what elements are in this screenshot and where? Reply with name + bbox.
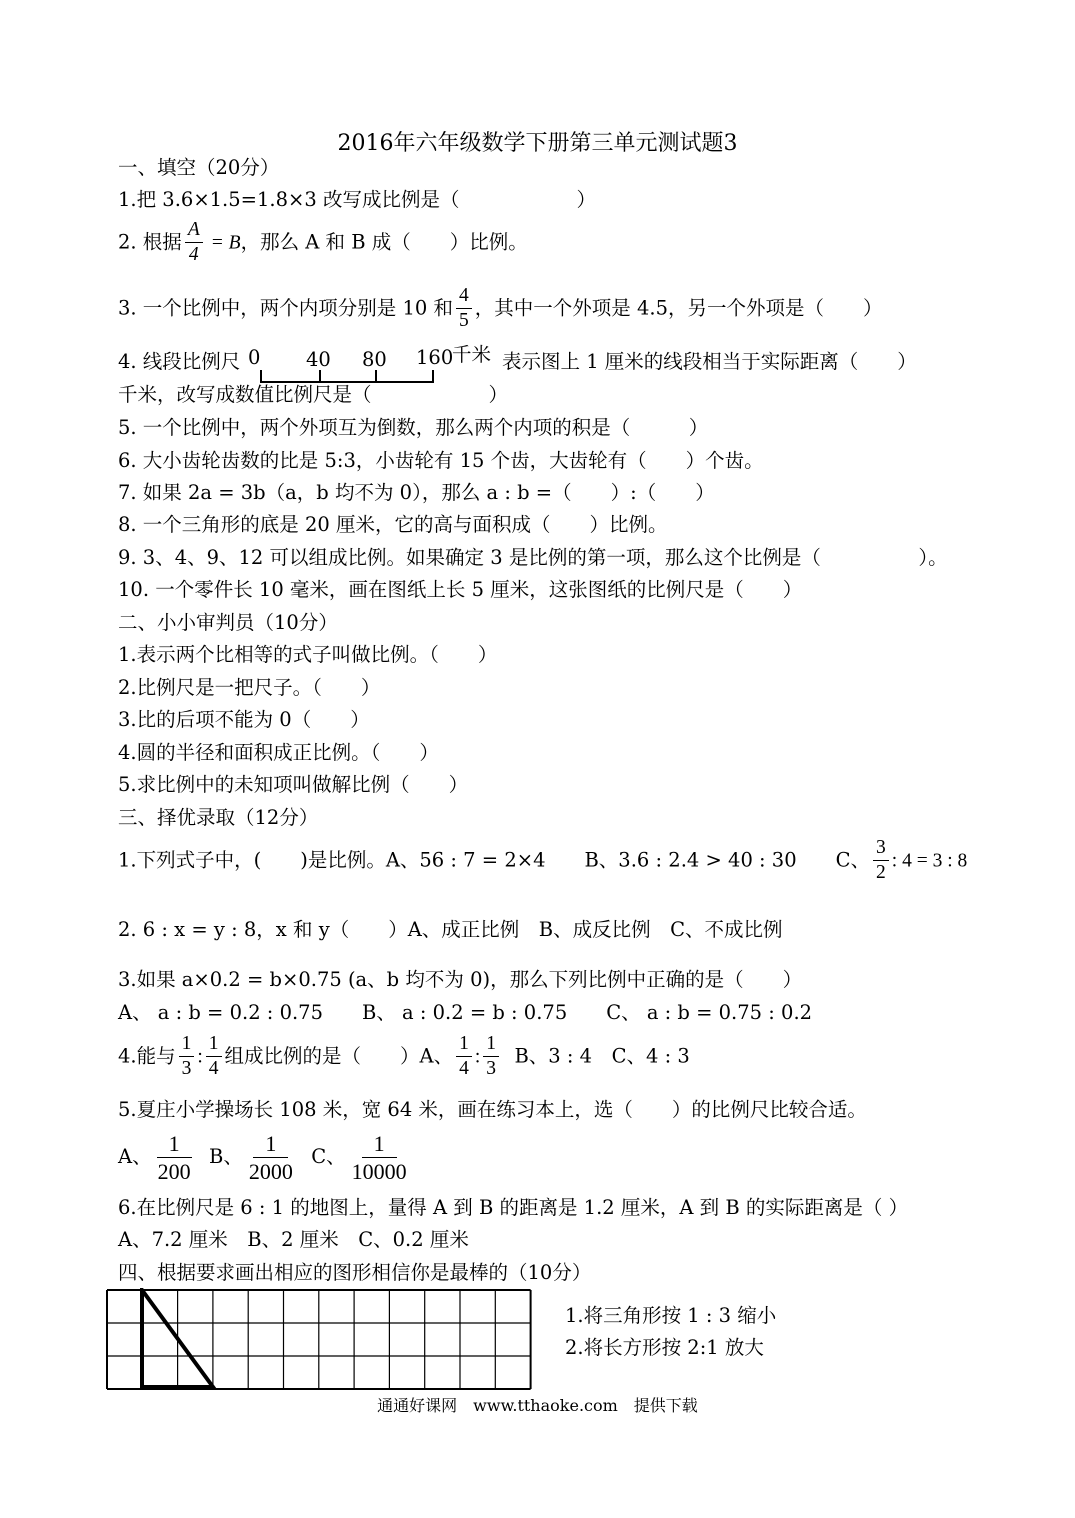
choice-3: 3.如果 a×0.2 = b×0.75 (a、b 均不为 0)，那么下列比例中正确的是（ ） [118,968,803,991]
fraction-a-over-4: $\frac{A}{4}$ [185,220,203,266]
scale-unit: 千米 [452,343,492,366]
judgement-3: 3.比的后项不能为 0（ ） [118,708,370,731]
section4-heading: 四、根据要求画出相应的图形相信你是最棒的（10分） [118,1261,592,1284]
choice-6: 6.在比例尺是 6 : 1 的地图上，量得 A 到 B 的距离是 1.2 厘米，A 到 B 的实际距离是（ ） [118,1196,909,1219]
question-1-7: 7. 如果 2a = 3b（a，b 均不为 0），那么 a : b =（ ）:（ ） [118,481,715,504]
question-1-3: 3. 一个比例中，两个内项分别是 10 和 $\frac{4}{5}$ ，其中一个外项是 4.5，另一个外项是（ ） [118,285,883,332]
judgement-2: 2.比例尺是一把尺子。（ ） [118,676,381,699]
judgement-5: 5.求比例中的未知项叫做解比例（ ） [118,773,469,796]
scale-tick-0: 0 [248,346,261,369]
footer: 通通好课网 www.tthaoke.com 提供下载 [377,1396,698,1415]
drawing-task-1: 1.将三角形按 1 : 3 缩小 [565,1304,777,1327]
section3-heading: 三、择优录取（12分） [118,806,319,829]
choice-4: 4.能与 $\frac{1}{3}$ : $\frac{1}{4}$ 组成比例的是（ ）A、 $\frac{1}{4}$ : $\frac{1}{3}$ B、3 : 4 C、4 : 3 [118,1033,690,1080]
judgement-4: 4.圆的半径和面积成正比例。（ ） [118,741,439,764]
drawing-task-2: 2.将长方形按 2:1 放大 [565,1336,764,1359]
choice-2: 2. 6 : x = y : 8，x 和 y（ ）A、成正比例 B、成反比例 C、不成比例 [118,918,783,941]
scale-tick-40: 40 [306,348,331,371]
question-1-1: 1.把 3.6×1.5=1.8×3 改写成比例是（ ） [118,188,596,211]
choice-5: 5.夏庄小学操场长 108 米，宽 64 米，画在练习本上，选（ ）的比例尺比较合适。 [118,1098,867,1121]
choice-6-options: A、7.2 厘米 B、2 厘米 C、0.2 厘米 [118,1228,469,1251]
question-1-10: 10. 一个零件长 10 毫米，画在图纸上长 5 厘米，这张图纸的比例尺是（ ） [118,578,803,601]
judgement-1: 1.表示两个比相等的式子叫做比例。（ ） [118,643,498,666]
fraction-4-over-5: $\frac{4}{5}$ [456,286,472,332]
fraction-3-over-2: $\frac{3}{2}$ [873,838,889,884]
drawing-grid [105,1288,535,1392]
question-1-2: 2. 根据 $\frac{A}{4}$ = B，那么 A 和 B 成（ ）比例。 [118,219,528,266]
question-1-8: 8. 一个三角形的底是 20 厘米，它的高与面积成（ ）比例。 [118,513,668,536]
question-1-5: 5. 一个比例中，两个外项互为倒数，那么两个内项的积是（ ） [118,416,709,439]
choice-1: 1.下列式子中，( )是比例。A、56 : 7 = 2×4 B、3.6 : 2.4 > 40 : 30 C、 $\frac{3}{2}$ : 4 = 3 : 8 [118,837,968,884]
section2-heading: 二、小小审判员（10分） [118,611,338,634]
page-title: 2016年六年级数学下册第三单元测试题3 [337,131,738,156]
choice-3-options: A、 a : b = 0.2 : 0.75 B、 a : 0.2 = b : 0.75 C、 a : b = 0.75 : 0.2 [118,1001,813,1024]
question-1-4-suffix: 表示图上 1 厘米的线段相当于实际距离（ ） [502,350,917,373]
question-1-6: 6. 大小齿轮齿数的比是 5:3，小齿轮有 15 个齿，大齿轮有（ ）个齿。 [118,449,764,472]
question-1-4-prefix: 4. 线段比例尺 [118,350,241,373]
section1-heading: 一、填空（20分） [118,156,280,179]
scale-tick-80: 80 [362,348,387,371]
question-1-9: 9. 3、4、9、12 可以组成比例。如果确定 3 是比例的第一项，那么这个比例是（ ）。 [118,546,948,569]
scale-tick-160: 160 [416,346,454,369]
question-1-4-line2: 千米，改写成数值比例尺是（ ） [118,383,509,406]
choice-5-options: A、 $\frac{1}{200}$ B、 $\frac{1}{2000}$ C、 $\frac{1}{10000}$ [118,1131,407,1185]
